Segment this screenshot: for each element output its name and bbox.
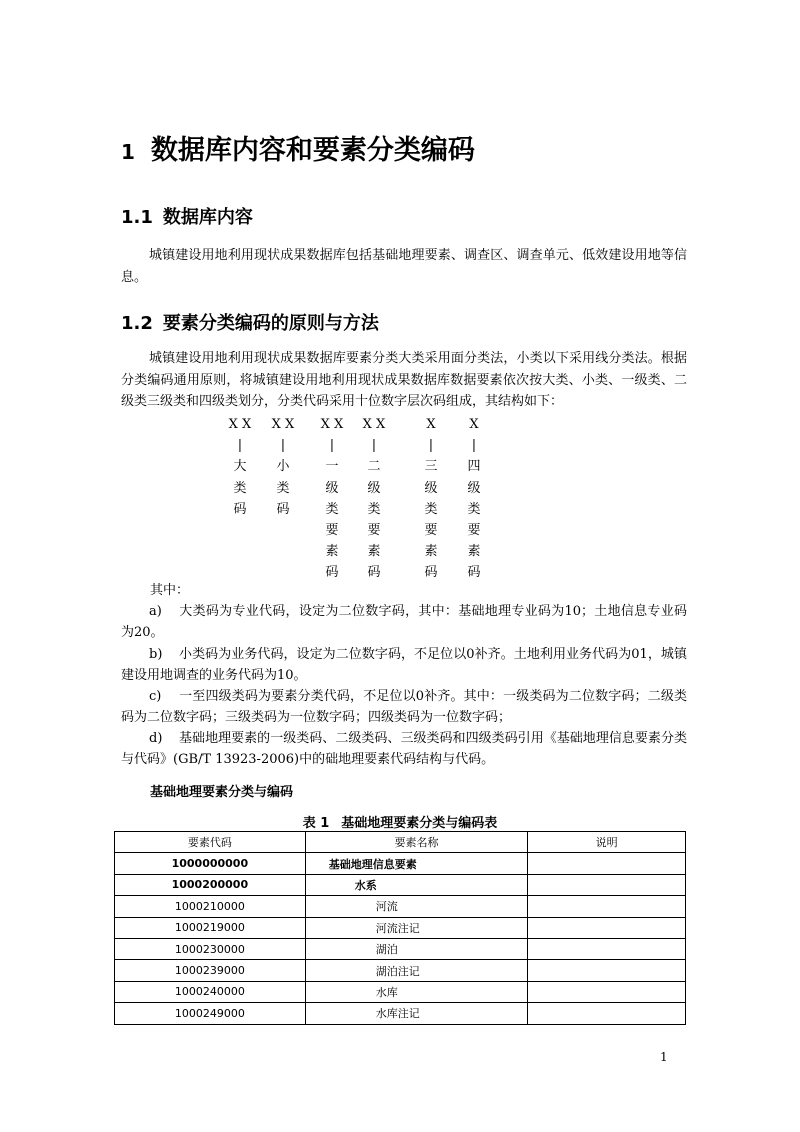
structure-bar: | bbox=[371, 438, 377, 454]
structure-label-char: 级 bbox=[467, 480, 481, 496]
cell-code: 1000200000 bbox=[115, 874, 306, 895]
structure-label-char: 级 bbox=[424, 480, 438, 496]
structure-bar: | bbox=[428, 438, 434, 454]
structure-code: X X bbox=[228, 417, 252, 432]
section-1-1-heading bbox=[121, 203, 253, 229]
structure-code: X X bbox=[271, 417, 295, 432]
cell-name: 河流注记 bbox=[305, 917, 528, 938]
structure-column-major bbox=[225, 414, 255, 520]
section-title: 要素分类编码的原则与方法 bbox=[162, 313, 379, 334]
structure-label-char: 要 bbox=[467, 522, 481, 538]
structure-label-char: 码 bbox=[367, 565, 381, 581]
structure-column-level3 bbox=[416, 414, 446, 584]
structure-label-char: 一 bbox=[325, 459, 339, 475]
cell-name: 水系 bbox=[305, 874, 528, 895]
structure-label-char: 码 bbox=[233, 501, 247, 517]
structure-label-char: 级 bbox=[325, 480, 339, 496]
cell-code: 1000210000 bbox=[115, 896, 306, 917]
cell-code: 1000239000 bbox=[115, 960, 306, 981]
structure-label-char: 类 bbox=[424, 501, 438, 517]
note-item-c bbox=[121, 686, 687, 728]
note-label: a) bbox=[149, 604, 162, 619]
structure-column-level4 bbox=[459, 414, 489, 584]
table-row bbox=[115, 981, 686, 1002]
structure-label-char: 类 bbox=[233, 480, 247, 496]
structure-label-char: 类 bbox=[367, 501, 381, 517]
cell-code: 1000000000 bbox=[115, 853, 306, 874]
structure-label-char: 类 bbox=[325, 501, 339, 517]
chapter-heading bbox=[121, 128, 475, 167]
note-item-d bbox=[121, 728, 687, 770]
table-row bbox=[115, 1003, 686, 1024]
cell-name: 水库注记 bbox=[305, 1003, 528, 1024]
table-row bbox=[115, 917, 686, 938]
cell-code: 1000219000 bbox=[115, 917, 306, 938]
structure-label-char: 级 bbox=[367, 480, 381, 496]
structure-label-char: 码 bbox=[467, 565, 481, 581]
structure-label-char: 小 bbox=[276, 459, 290, 475]
table-caption bbox=[0, 812, 800, 831]
notes-intro: 其中： bbox=[150, 583, 190, 598]
table-caption-number: 表 1 bbox=[302, 816, 330, 831]
structure-bar: | bbox=[237, 438, 243, 454]
note-label: d) bbox=[149, 731, 163, 746]
structure-label-char: 码 bbox=[424, 565, 438, 581]
cell-note bbox=[528, 960, 686, 981]
cell-code: 1000249000 bbox=[115, 1003, 306, 1024]
header-code: 要素代码 bbox=[115, 832, 306, 853]
structure-code: X bbox=[426, 417, 436, 432]
structure-label-char: 素 bbox=[424, 544, 438, 560]
table-caption-title: 基础地理要素分类与编码表 bbox=[341, 816, 498, 831]
note-text: 小类码为业务代码，设定为二位数字码，不足位以0补齐。土地利用业务代码为01，城镇建设用地调查的业务代码为10。 bbox=[121, 647, 687, 683]
page-number: 1 bbox=[660, 1050, 668, 1064]
structure-label-char: 要 bbox=[367, 522, 381, 538]
structure-column-level2 bbox=[359, 414, 389, 584]
note-item-a bbox=[121, 601, 687, 643]
note-text: 一至四级类码为要素分类代码，不足位以0补齐。其中：一级类码为二位数字码；二级类码为二位数字码；三级类码为一位数字码；四级类码为一位数字码； bbox=[121, 689, 687, 725]
cell-name: 湖泊 bbox=[305, 938, 528, 959]
cell-note bbox=[528, 874, 686, 895]
subsection-label: 基础地理要素分类与编码 bbox=[150, 785, 294, 800]
structure-label-char: 要 bbox=[325, 522, 339, 538]
header-name: 要素名称 bbox=[305, 832, 528, 853]
section-number: 1.1 bbox=[121, 207, 153, 228]
structure-label-char: 大 bbox=[233, 459, 247, 475]
structure-label-char: 素 bbox=[467, 544, 481, 560]
table-row bbox=[115, 853, 686, 874]
cell-note bbox=[528, 981, 686, 1002]
table-row bbox=[115, 938, 686, 959]
structure-label-char: 二 bbox=[367, 459, 381, 475]
note-item-b bbox=[121, 644, 687, 686]
cell-name: 水库 bbox=[305, 981, 528, 1002]
structure-label-char: 码 bbox=[325, 565, 339, 581]
section-number: 1.2 bbox=[121, 313, 153, 334]
note-text: 大类码为专业代码，设定为二位数字码，其中：基础地理专业码为10；土地信息专业码为20。 bbox=[121, 604, 687, 640]
structure-label-char: 类 bbox=[276, 480, 290, 496]
structure-label-char: 四 bbox=[467, 459, 481, 475]
structure-code: X bbox=[469, 417, 479, 432]
structure-label-char: 码 bbox=[276, 501, 290, 517]
structure-label-char: 素 bbox=[367, 544, 381, 560]
structure-label-char: 素 bbox=[325, 544, 339, 560]
section-1-2-body bbox=[121, 348, 687, 413]
paragraph: 城镇建设用地利用现状成果数据库要素分类大类采用面分类法，小类以下采用线分类法。根据分类编码通用原则，将城镇建设用地利用现状成果数据库数据要素依次按大类、小类、一级类、二级类三级类和四级类划分，分类代码采用十位数字层次码组成，其结构如下： bbox=[121, 351, 687, 409]
table-header-row bbox=[115, 832, 686, 853]
table-row bbox=[115, 896, 686, 917]
structure-column-minor bbox=[268, 414, 298, 520]
section-title: 数据库内容 bbox=[162, 207, 253, 228]
structure-bar: | bbox=[471, 438, 477, 454]
chapter-title: 数据库内容和要素分类编码 bbox=[150, 135, 475, 166]
header-note: 说明 bbox=[528, 832, 686, 853]
cell-note bbox=[528, 853, 686, 874]
paragraph: 城镇建设用地利用现状成果数据库包括基础地理要素、调查区、调查单元、低效建设用地等信息。 bbox=[121, 248, 687, 285]
cell-name: 河流 bbox=[305, 896, 528, 917]
section-1-1-body bbox=[121, 245, 687, 288]
cell-code: 1000240000 bbox=[115, 981, 306, 1002]
structure-bar: | bbox=[280, 438, 286, 454]
cell-name: 基础地理信息要素 bbox=[305, 853, 528, 874]
cell-note bbox=[528, 938, 686, 959]
table-row bbox=[115, 874, 686, 895]
note-text: 基础地理要素的一级类码、二级类码、三级类码和四级类码引用《基础地理信息要素分类与代码》(GB/T 13923-2006)中的础地理要素代码结构与代码。 bbox=[121, 731, 687, 767]
note-label: b) bbox=[149, 647, 163, 662]
cell-note bbox=[528, 896, 686, 917]
chapter-number: 1 bbox=[121, 140, 135, 164]
structure-label-char: 要 bbox=[424, 522, 438, 538]
structure-label-char: 类 bbox=[467, 501, 481, 517]
cell-name: 湖泊注记 bbox=[305, 960, 528, 981]
feature-code-table bbox=[114, 831, 686, 1025]
cell-note bbox=[528, 1003, 686, 1024]
cell-note bbox=[528, 917, 686, 938]
section-1-2-heading bbox=[121, 309, 379, 335]
note-label: c) bbox=[149, 689, 162, 704]
structure-code: X X bbox=[362, 417, 386, 432]
structure-bar: | bbox=[329, 438, 335, 454]
structure-column-level1 bbox=[317, 414, 347, 584]
table-row bbox=[115, 960, 686, 981]
cell-code: 1000230000 bbox=[115, 938, 306, 959]
structure-label-char: 三 bbox=[424, 459, 438, 475]
structure-code: X X bbox=[320, 417, 344, 432]
